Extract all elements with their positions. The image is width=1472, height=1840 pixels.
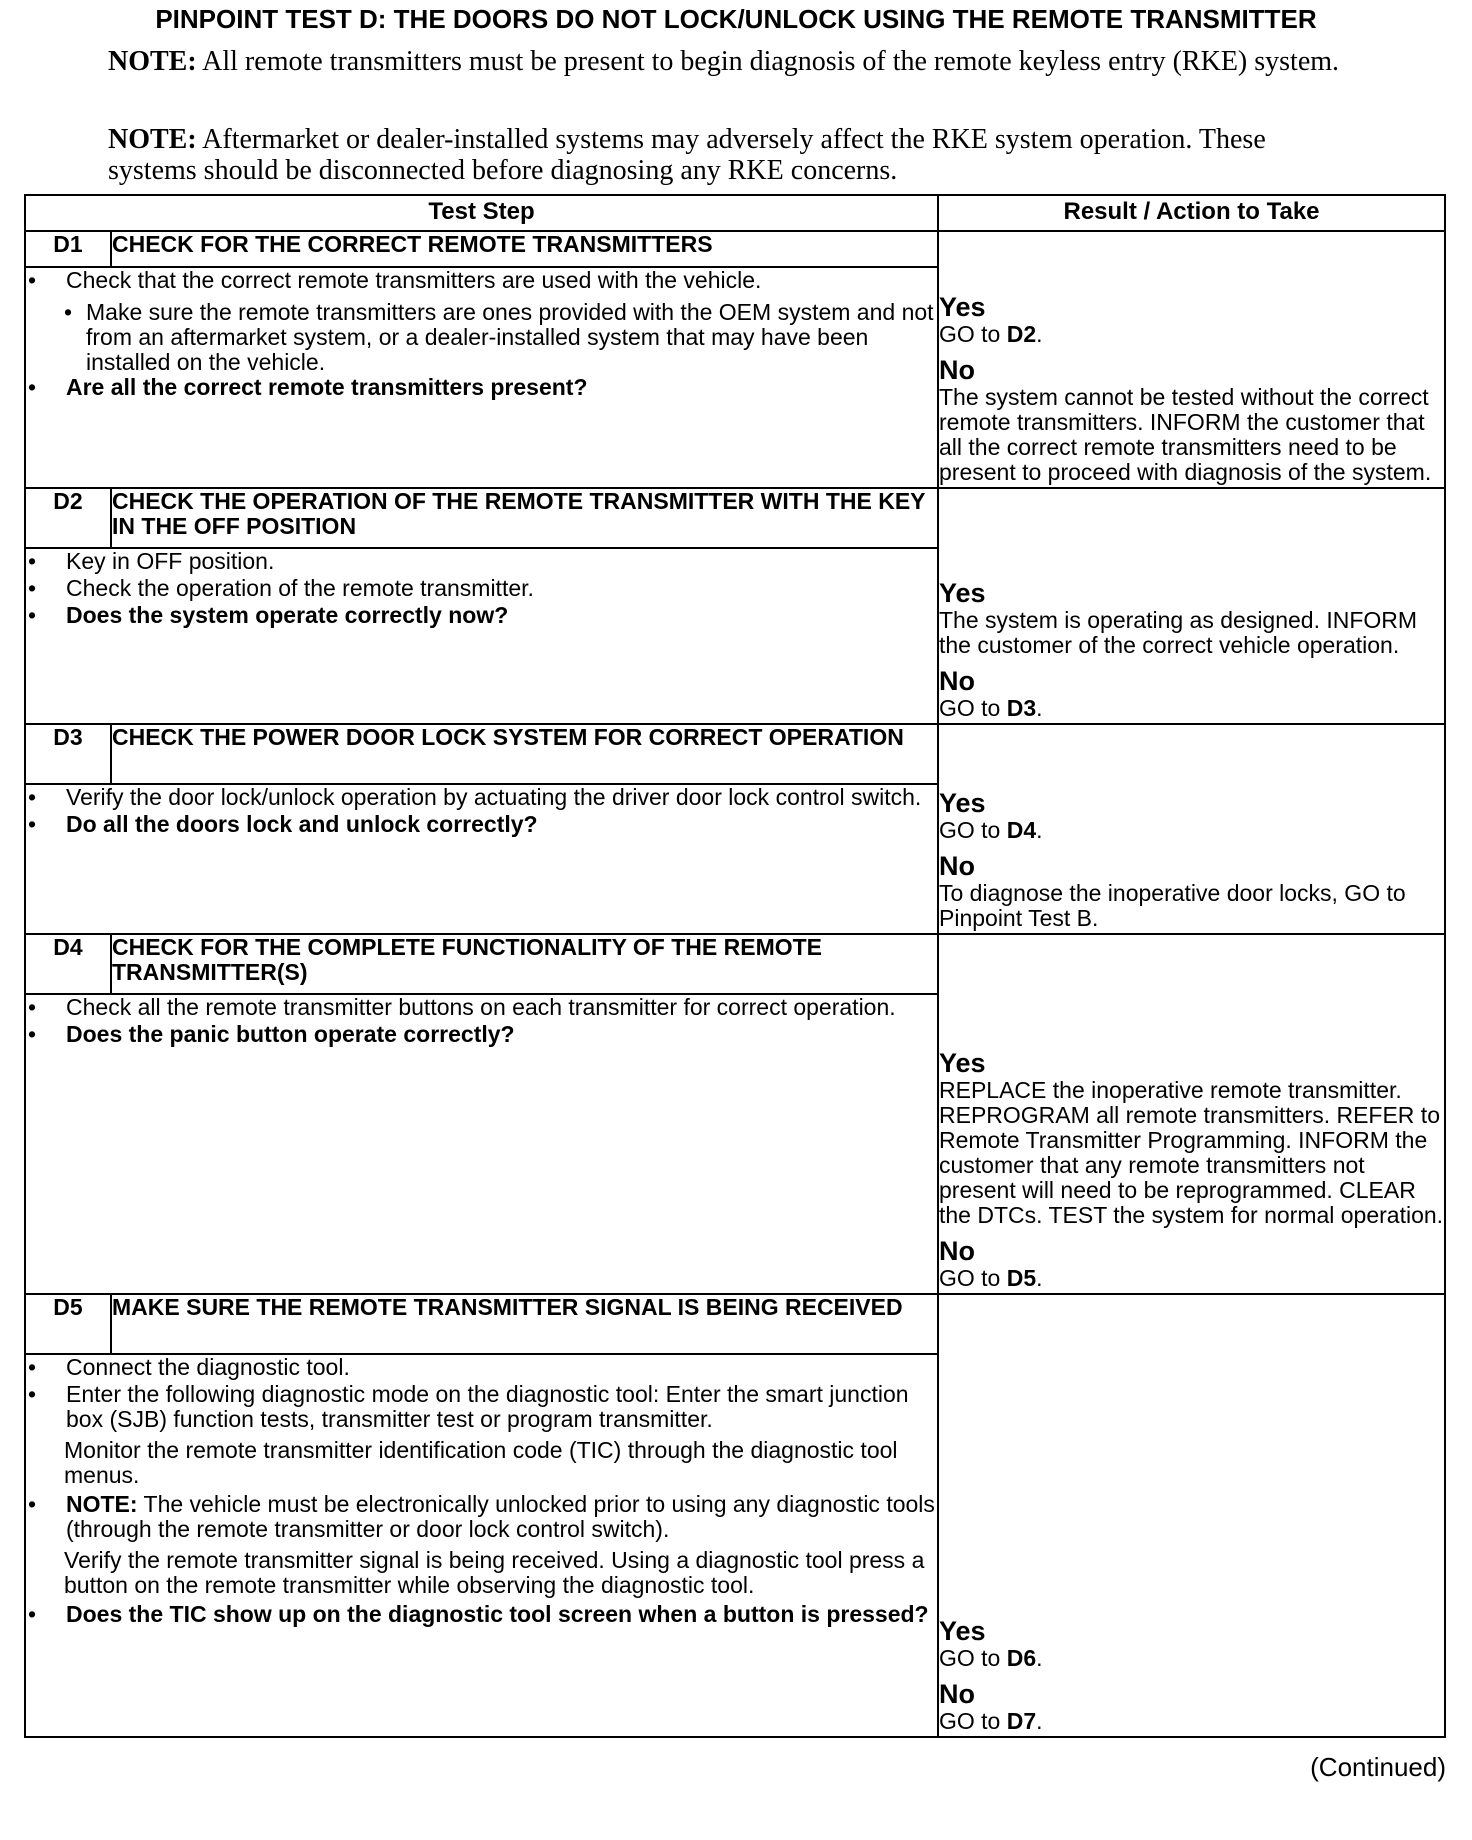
step-d2-body (25, 548, 938, 724)
list-item: • Are all the correct remote transmitters present? (28, 374, 588, 400)
step-heading: CHECK FOR THE CORRECT REMOTE TRANSMITTERS (111, 231, 938, 267)
note-label: NOTE: (108, 46, 197, 77)
result-yes-label: Yes (939, 1048, 986, 1078)
result-yes-text: GO to D6. (939, 1645, 1043, 1671)
step-d3-heading-row (25, 724, 1445, 784)
step-d1-result (938, 231, 1445, 488)
step-d3-result (938, 724, 1445, 934)
step-number: D5 (25, 1294, 111, 1354)
result-yes-text: REPLACE the inoperative remote transmitter. REPROGRAM all remote transmitters. REFER to Remote Transmitter Programming. INFORM the customer that any remote transmitters not present will need to be reprogrammed. CLEAR the DTCs. TEST the system for normal operation. (939, 1077, 1444, 1228)
result-no (939, 1679, 1444, 1734)
result-no (939, 1236, 1444, 1291)
result-no (939, 851, 1444, 931)
result-yes-label: Yes (939, 578, 986, 608)
result-no-label: No (939, 355, 975, 385)
note-aftermarket (108, 124, 1358, 186)
list-item: • Enter the following diagnostic mode on the diagnostic tool: Enter the smart junction box (SJB) function tests, transmitter test or program transmitter. (28, 1381, 909, 1432)
result-yes (939, 578, 1444, 658)
list-item: • Connect the diagnostic tool. (28, 1354, 350, 1380)
result-yes-text: The system is operating as designed. INFORM the customer of the correct vehicle operation. (939, 607, 1418, 658)
result-yes-text: GO to D4. (939, 817, 1043, 843)
step-heading: MAKE SURE THE REMOTE TRANSMITTER SIGNAL IS BEING RECEIVED (111, 1294, 938, 1354)
step-d2-heading-row (25, 488, 1445, 548)
step-d4-body (25, 994, 938, 1294)
step-d5-heading-row (25, 1294, 1445, 1354)
step-number: D3 (25, 724, 111, 784)
result-no-text: GO to D3. (939, 695, 1043, 721)
step-d5-body (25, 1354, 938, 1737)
result-yes-text: GO to D2. (939, 321, 1043, 347)
result-no-label: No (939, 666, 975, 696)
step-d5-result (938, 1294, 1445, 1737)
list-item: • Key in OFF position. (28, 548, 275, 574)
continued-label: (Continued) (1310, 1752, 1446, 1782)
note-label: NOTE: (108, 124, 197, 155)
column-header-test-step: Test Step (25, 195, 938, 231)
result-yes-label: Yes (939, 292, 986, 322)
step-heading: CHECK THE OPERATION OF THE REMOTE TRANSMITTER WITH THE KEY IN THE OFF POSITION (111, 488, 938, 548)
result-no-label: No (939, 1679, 975, 1709)
result-no-text: To diagnose the inoperative door locks, GO to Pinpoint Test B. (939, 880, 1406, 931)
result-yes-label: Yes (939, 788, 986, 818)
step-paragraph: Monitor the remote transmitter identification code (TIC) through the diagnostic tool menus. (64, 1437, 898, 1488)
result-yes (939, 1048, 1444, 1228)
result-no-text: GO to D7. (939, 1708, 1043, 1734)
step-number: D4 (25, 934, 111, 994)
note-rke-transmitters (108, 46, 1358, 77)
list-item: • Check that the correct remote transmitters are used with the vehicle. (28, 267, 762, 293)
step-d4-result (938, 934, 1445, 1294)
note-text: Aftermarket or dealer-installed systems may adversely affect the RKE system operation. These systems should be disconnected before diagnosing any RKE concerns. (108, 124, 1266, 186)
step-number: D2 (25, 488, 111, 548)
step-paragraph: Verify the remote transmitter signal is being received. Using a diagnostic tool press a button on the remote transmitter while observing the diagnostic tool. (64, 1547, 925, 1598)
list-item: • Does the TIC show up on the diagnostic tool screen when a button is pressed? (28, 1601, 929, 1627)
column-header-result: Result / Action to Take (938, 195, 1445, 231)
result-no-text: GO to D5. (939, 1265, 1043, 1291)
list-item: • Does the system operate correctly now? (28, 602, 509, 628)
result-no-label: No (939, 851, 975, 881)
result-yes (939, 292, 1444, 347)
list-item: • Make sure the remote transmitters are ones provided with the OEM system and not from an aftermarket system, or a dealer-installed system that may have been installed on the vehicle. (64, 299, 934, 375)
step-d3-body (25, 784, 938, 934)
step-number: D1 (25, 231, 111, 267)
result-yes (939, 1616, 1444, 1671)
list-item: • Check the operation of the remote transmitter. (28, 575, 534, 601)
list-item: • Do all the doors lock and unlock correctly? (28, 811, 538, 837)
step-d1-heading-row (25, 231, 1445, 267)
list-item: • Verify the door lock/unlock operation by actuating the driver door lock control switch. (28, 784, 922, 810)
result-no (939, 666, 1444, 721)
step-heading: CHECK FOR THE COMPLETE FUNCTIONALITY OF THE REMOTE TRANSMITTER(S) (111, 934, 938, 994)
step-d1-body (25, 267, 938, 488)
note-text: All remote transmitters must be present to begin diagnosis of the remote keyless entry (RKE) system. (202, 46, 1340, 77)
pinpoint-test-table (24, 194, 1446, 1738)
result-no-text: The system cannot be tested without the correct remote transmitters. INFORM the customer that all the correct remote transmitters need to be present to proceed with diagnosis of the system. (939, 384, 1432, 485)
result-yes-label: Yes (939, 1616, 986, 1646)
step-d2-result (938, 488, 1445, 724)
list-item: • NOTE: The vehicle must be electronically unlocked prior to using any diagnostic tools (through the remote transmitter or door lock control switch). (28, 1491, 935, 1542)
result-yes (939, 788, 1444, 843)
result-no-label: No (939, 1236, 975, 1266)
table-header-row (25, 195, 1445, 231)
page-title: PINPOINT TEST D: THE DOORS DO NOT LOCK/UNLOCK USING THE REMOTE TRANSMITTER (155, 4, 1317, 34)
result-no (939, 355, 1444, 485)
step-heading: CHECK THE POWER DOOR LOCK SYSTEM FOR CORRECT OPERATION (111, 724, 938, 784)
list-item: • Does the panic button operate correctly? (28, 1021, 515, 1047)
step-d4-heading-row (25, 934, 1445, 994)
list-item: • Check all the remote transmitter buttons on each transmitter for correct operation. (28, 994, 896, 1020)
